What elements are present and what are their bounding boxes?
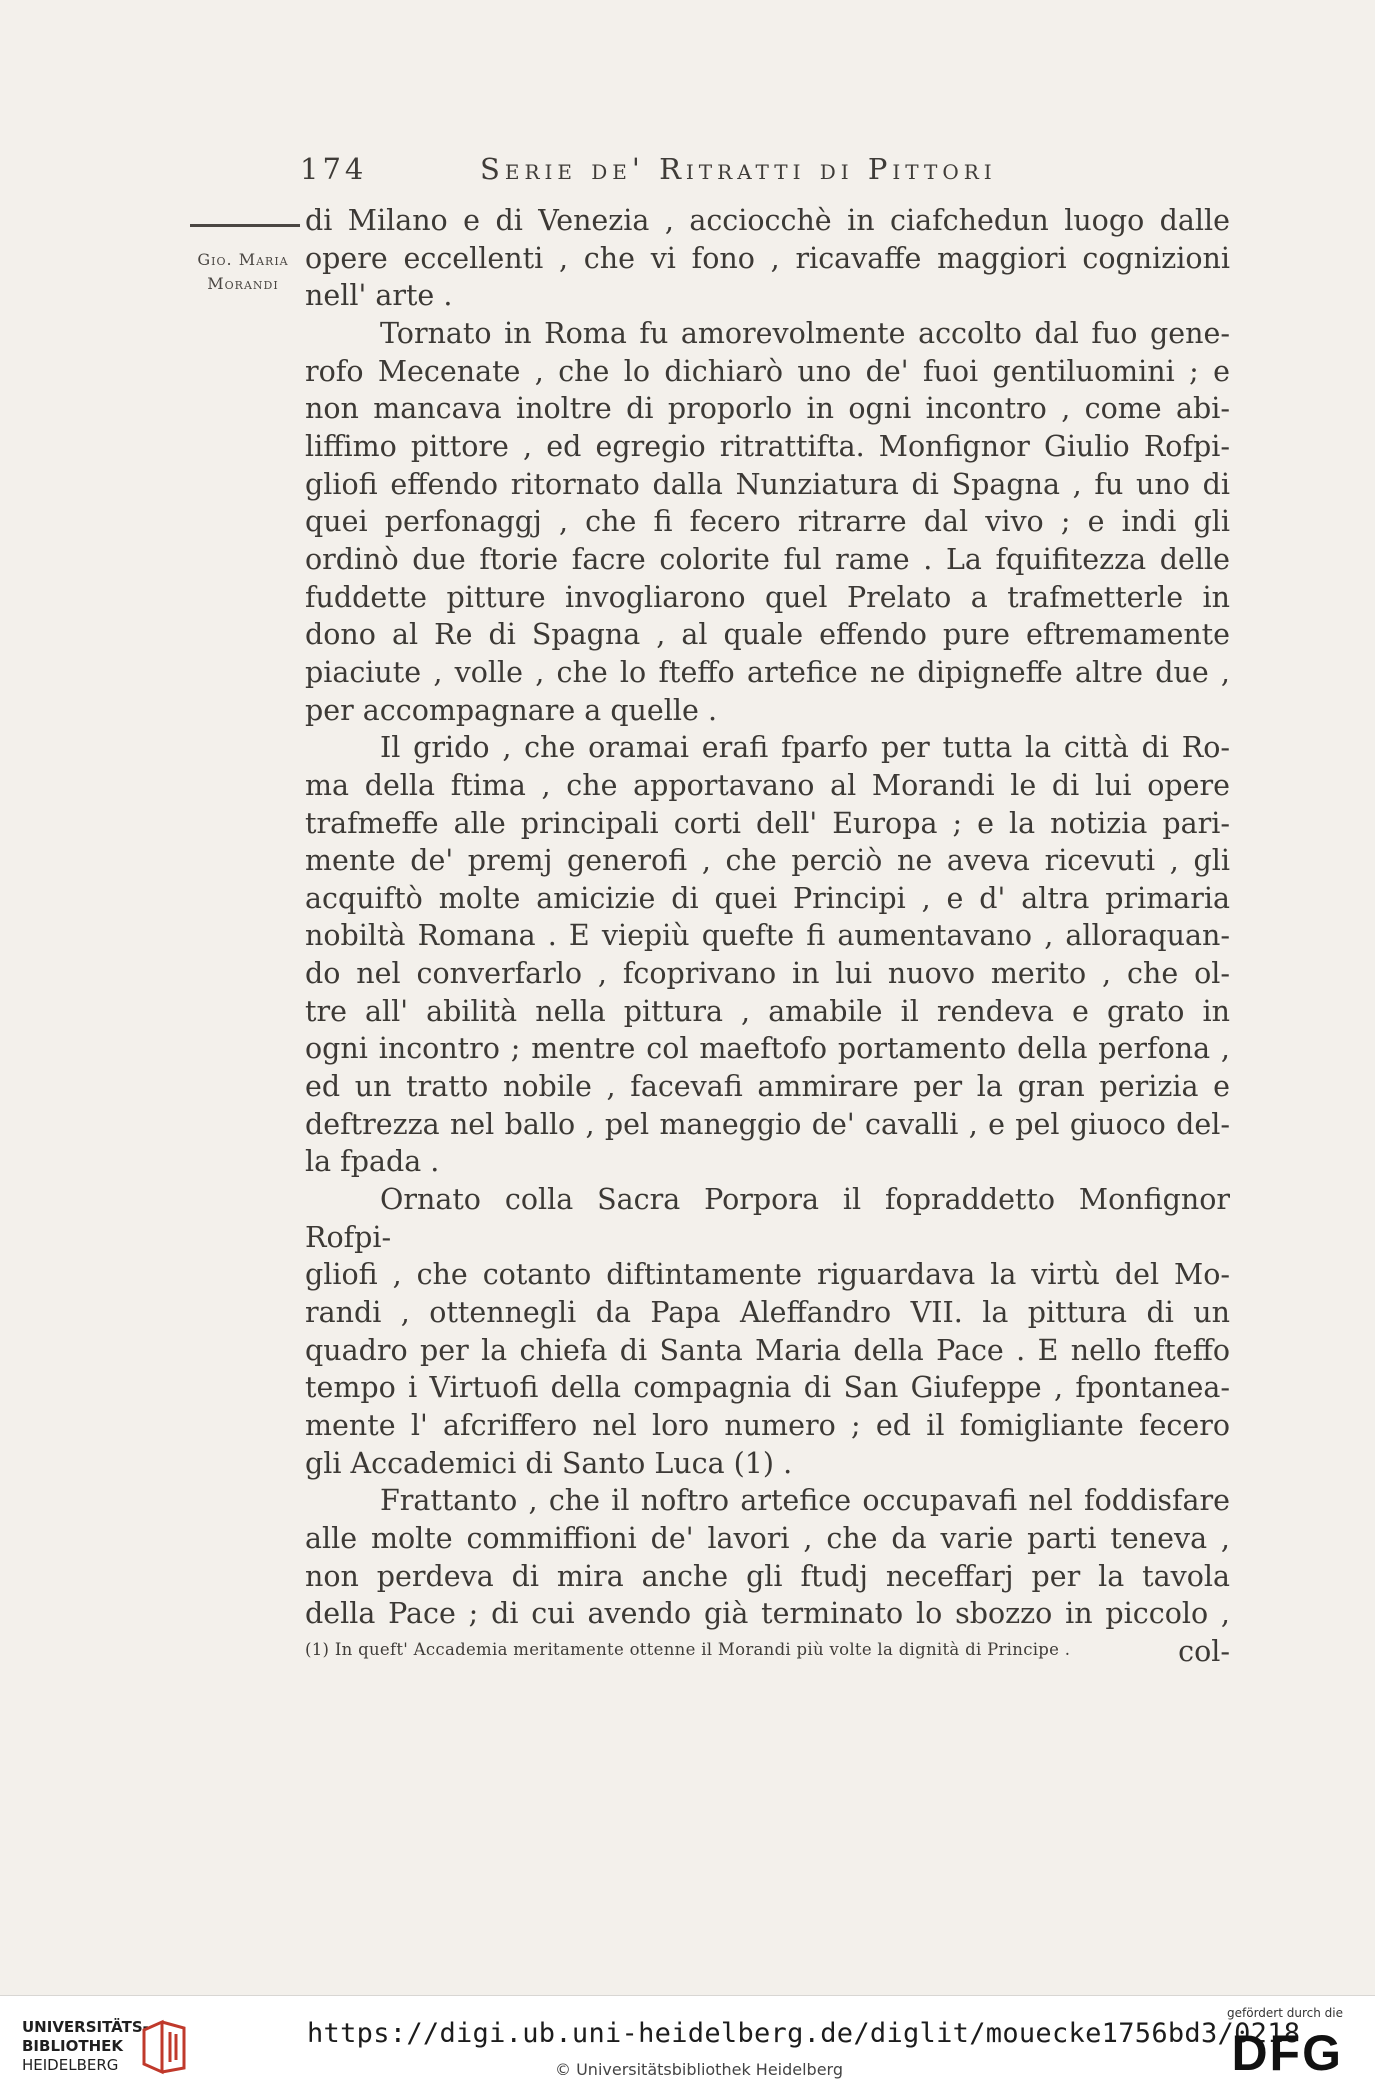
text-line: rofo Mecenate , che lo dichiarò uno de' fuoi gentiluomini ; e [305,354,1230,388]
margin-rule [190,224,300,227]
text-line: tre all' abilità nella pittura , amabile il rendeva e grato in [305,994,1230,1028]
text-line: do nel converfarlo , fcoprivano in lui nuovo merito , che ol- [305,957,1230,991]
margin-note [188,248,298,296]
body-text [305,202,1230,1671]
library-logo[interactable] [22,2018,292,2078]
text-line: ed un tratto nobile , facevafi ammirare per la gran perizia e [305,1070,1230,1104]
library-name-line3: HEIDELBERG [22,2056,119,2074]
running-title: Serie de' Ritratti di Pittori [480,152,997,186]
permalink-url[interactable]: https://digi.ub.uni-heidelberg.de/diglit/mouecke1756bd3/0218 [307,2018,1301,2049]
running-header [300,152,1240,192]
catchword: col- [1178,1634,1230,1668]
margin-note-line2: Morandi [207,274,279,293]
library-name-line2: BIBLIOTHEK [22,2037,123,2055]
text-line: la fpada . [305,1145,440,1179]
text-line: liffimo pittore , ed egregio ritrattifta. Monfignor Giulio Rofpi- [305,429,1230,463]
page-number: 174 [300,152,368,186]
text-line: Tornato in Roma fu amorevolmente accolto dal fuo gene- [380,316,1230,350]
margin-note-line1: Gio. Maria [197,250,289,269]
text-line: ordinò due ftorie facre colorite ful rame . La fquifitezza delle [305,542,1230,576]
dfg-logo [1213,2006,1343,2086]
footnote: (1) In queft' Accademia meritamente ottenne il Morandi più volte la dignità di Principe . [305,1640,1071,1659]
footer-bar [0,1995,1375,2096]
text-line: Ornato colla Sacra Porpora il fopraddetto Monfignor Rofpi- [305,1183,1230,1254]
text-line: mente l' afcriffero nel loro numero ; ed il fomigliante fecero [305,1409,1230,1442]
text-line: non mancava inoltre di proporlo in ogni incontro , come abi- [305,392,1230,426]
text-line: randi , ottennegli da Papa Aleffandro VII. la pittura di un [305,1296,1230,1330]
text-line: gliofi , che cotanto diftintamente riguardava la virtù del Mo- [305,1258,1230,1292]
text-line: non perdeva di mira anche gli ftudj neceffarj per la tavola [305,1559,1230,1593]
text-line: fuddette pitture invogliarono quel Prelato a trafmetterle in [305,580,1230,614]
text-line: nell' arte . [305,279,453,313]
library-name [22,2018,149,2075]
text-line: Il grido , che oramai erafi fparfo per tutta la città di Ro- [380,731,1230,765]
text-line: per accompagnare a quelle . [305,693,717,727]
text-line: trafmeffe alle principali corti dell' Europa ; e la notizia pari- [305,806,1230,840]
text-line: ma della ftima , che apportavano al Morandi le di lui opere [305,768,1230,802]
text-line: gliofi effendo ritornato dalla Nunziatura di Spagna , fu uno di [305,467,1230,501]
text-line: della Pace ; di cui avendo già terminato lo sbozzo in piccolo , [305,1597,1230,1631]
dfg-wordmark: DFG [1231,2025,1343,2081]
text-line: quadro per la chiefa di Santa Maria della Pace . E nello fteffo [305,1333,1230,1367]
text-line: tempo i Virtuofi della compagnia di San Giufeppe , fpontanea- [305,1371,1230,1405]
text-line: mente de' premj generofi , che perciò ne aveva ricevuti , gli [305,844,1230,878]
text-line: alle molte commiffioni de' lavori , che da varie parti teneva , [305,1521,1230,1555]
text-line: opere eccellenti , che vi fono , ricavaffe maggiori cognizioni [305,241,1230,275]
library-emblem-icon [140,2018,192,2076]
text-line: Frattanto , che il noftro artefice occupavafi nel foddisfare [380,1484,1230,1518]
text-line: dono al Re di Spagna , al quale effendo pure eftremamente [305,618,1230,652]
funded-by-text: gefördert durch die [1227,2006,1343,2020]
text-line: acquiftò molte amicizie di quei Principi , e d' altra primaria [305,881,1230,915]
text-line: ogni incontro ; mentre col maeftofo portamento della perfona , [305,1032,1230,1066]
copyright-notice: © Universitätsbibliothek Heidelberg [555,2060,844,2079]
text-line: quei perfonaggj , che fi fecero ritrarre dal vivo ; e indi gli [305,505,1230,539]
library-name-line1: UNIVERSITÄTS- [22,2018,149,2036]
text-line: nobiltà Romana . E viepiù quefte fi aumentavano , alloraquan- [305,919,1230,953]
text-line: gli Accademici di Santo Luca (1) . [305,1446,793,1480]
text-line: di Milano e di Venezia , acciocchè in ciafchedun luogo dalle [305,204,1230,237]
text-line: deftrezza nel ballo , pel maneggio de' cavalli , e pel giuoco del- [305,1107,1230,1141]
text-line: piaciute , volle , che lo fteffo artefice ne dipigneffe altre due , [305,655,1230,689]
